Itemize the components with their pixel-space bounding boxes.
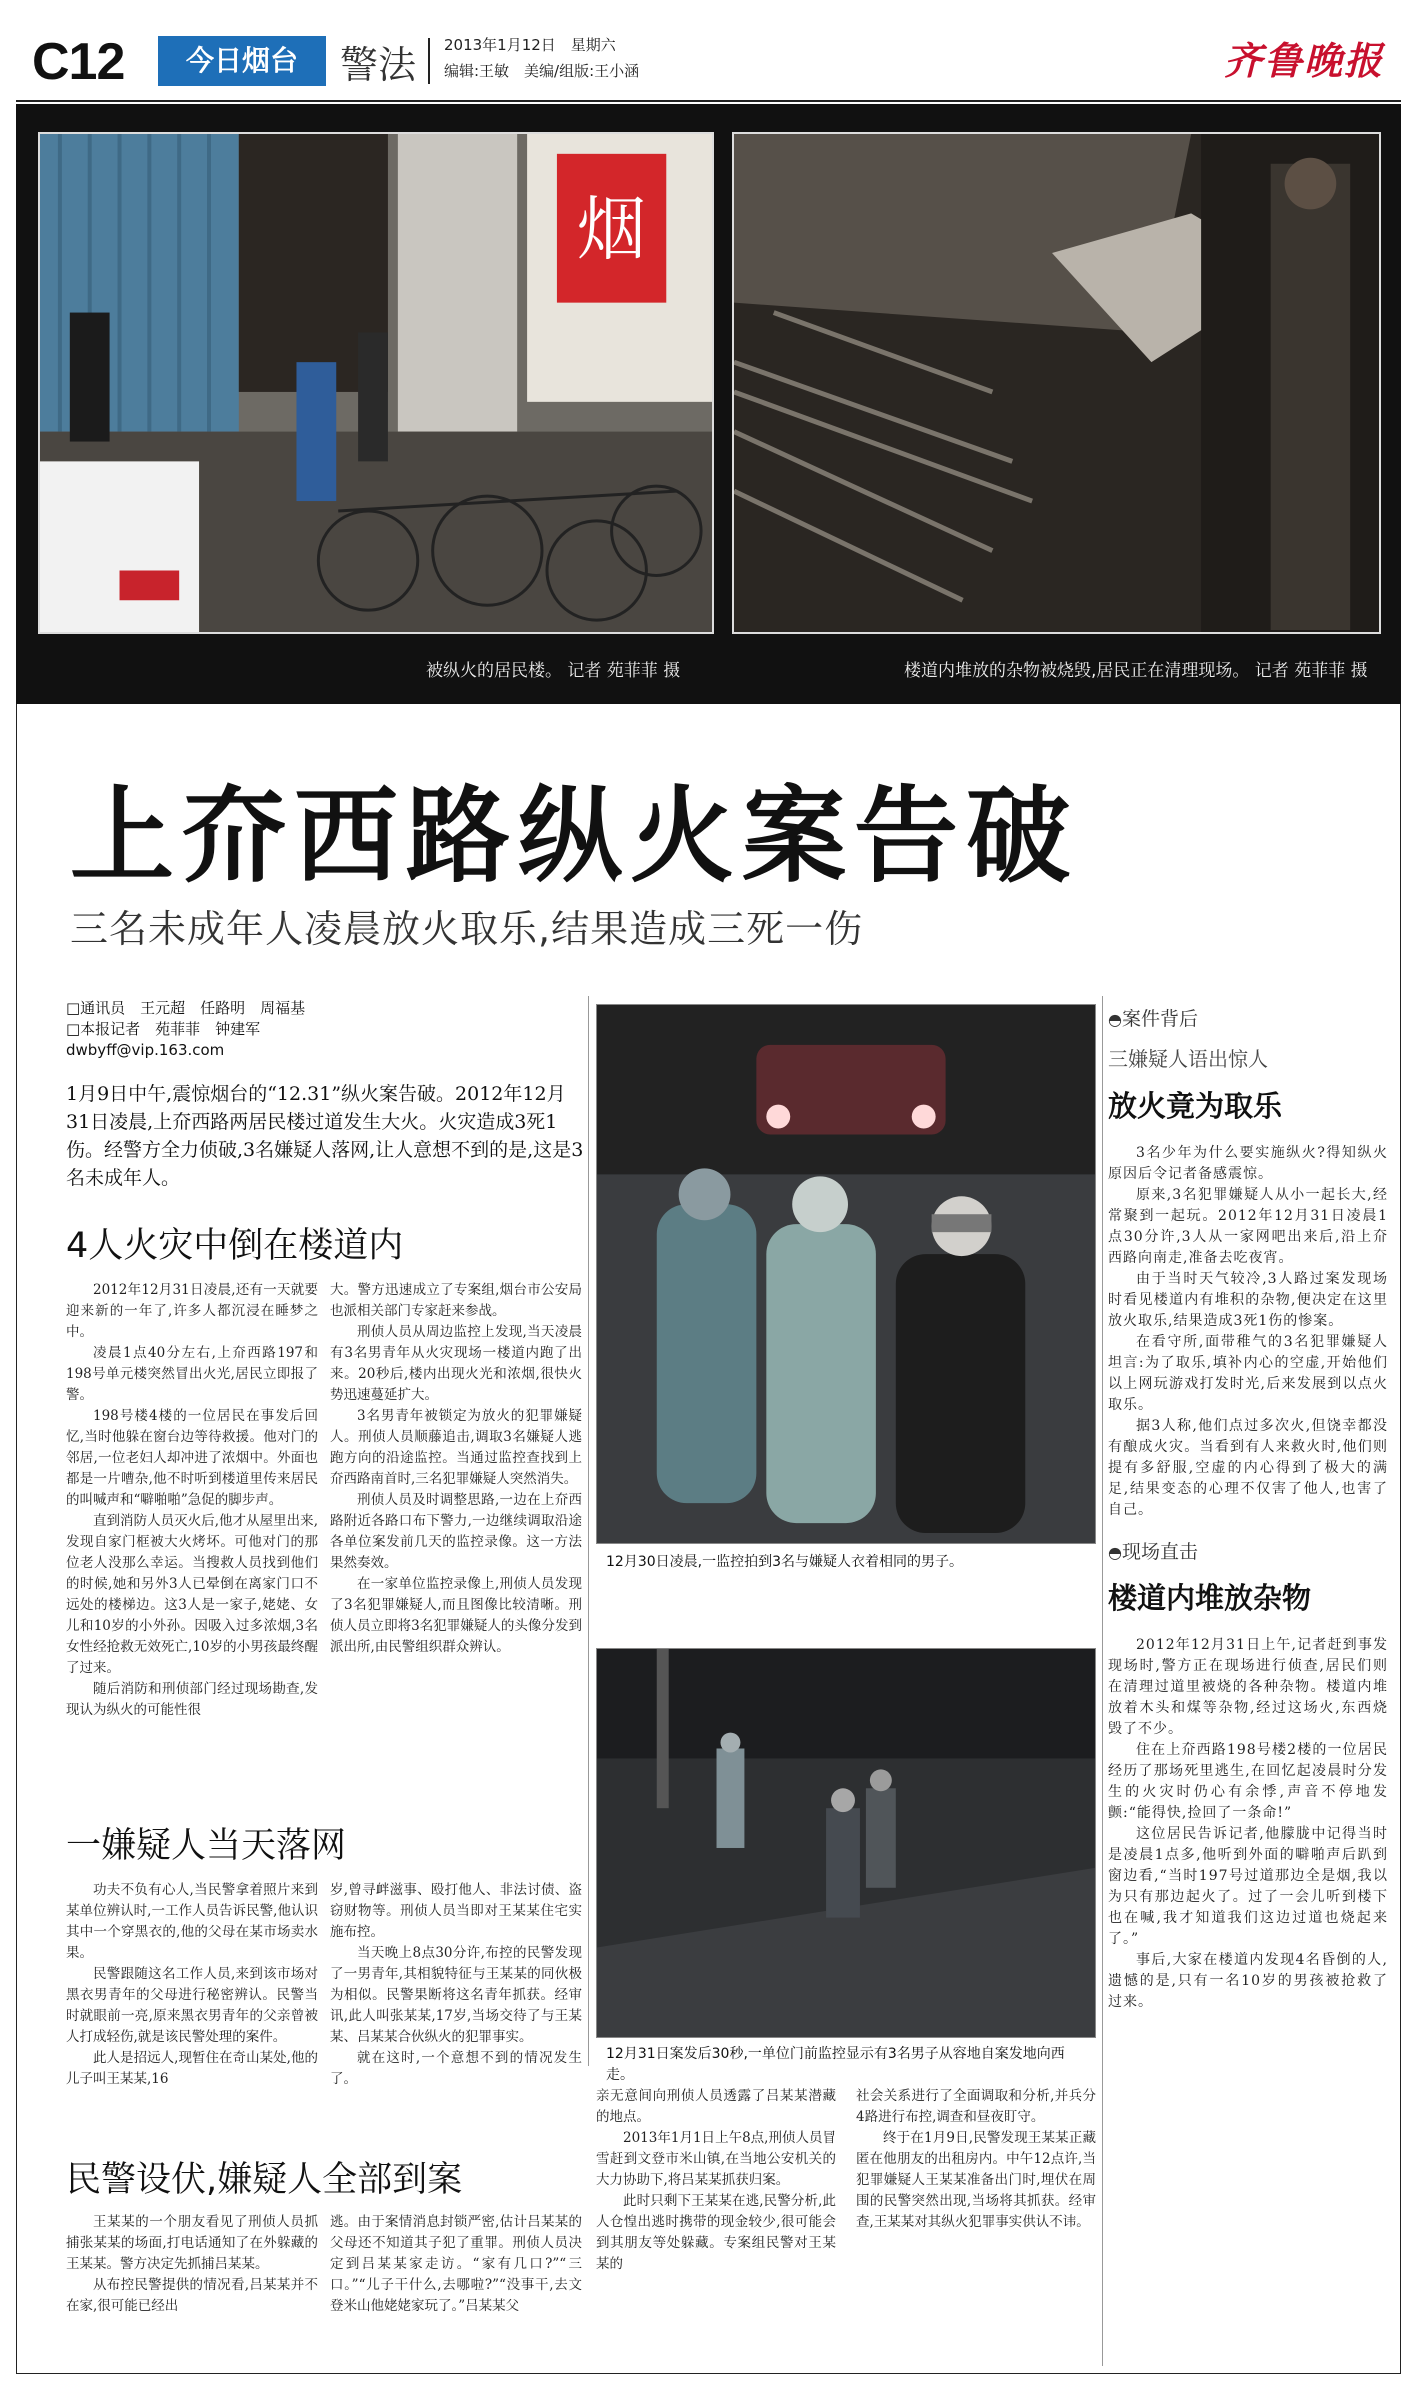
- section3-column2: [330, 2212, 582, 2317]
- paragraph: 在看守所,面带稚气的3名犯罪嫌疑人坦言:为了取乐,填补内心的空虚,开始他们以上网玩游戏打发时光,后来发展到以点火取乐。: [1108, 1334, 1388, 1413]
- burned-building-photo[interactable]: [38, 132, 714, 634]
- section-tab[interactable]: 今日烟台: [158, 36, 326, 86]
- burned-building-image: [40, 134, 712, 632]
- surveillance-caption-2: 12月31日案发后30秒,一单位门前监控显示有3名男子从容地自案发地向西走。: [606, 2046, 1065, 2083]
- paragraph: 社会关系进行了全面调取和分析,并兵分4路进行布控,调查和昼夜盯守。: [856, 2088, 1096, 2125]
- paragraph: 大。警方迅速成立了专案组,烟台市公安局也派相关部门专家赶来参战。: [330, 1282, 582, 1319]
- paragraph: 据3人称,他们点过多次火,但饶幸都没有酿成火灾。当看到有人来救火时,他们则提有多舒服,空虚的内心得到了极大的满足,结果变态的心理不仅害了他人,也害了自己。: [1108, 1418, 1388, 1518]
- photo1-caption: 被纵火的居民楼。 记者 苑菲菲 摄: [426, 661, 681, 681]
- shop-sign-text: 烟: [576, 189, 647, 271]
- paragraph: 直到消防人员灭火后,他才从屋里出来,发现自家门框被大火烤坏。可他对门的那位老人没那么幸运。当搜救人员找到他们的时候,她和另外3人已晕倒在离家门口不远处的楼梯边。这3人是一家子,姥姥、女儿和10岁的小外孙。因吸入过多浓烟,3名女性经抢救无效死亡,10岁的小男孩最终醒了过来。: [66, 1513, 318, 1676]
- paragraph: 就在这时,一个意想不到的情况发生了。: [330, 2050, 582, 2087]
- section3-title: 民警设伏,嫌疑人全部到案: [66, 2160, 463, 2200]
- surveillance-caption-1: 12月30日凌晨,一监控拍到3名与嫌疑人衣着相同的男子。: [606, 1554, 963, 1570]
- sidebar-title-2: 楼道内堆放杂物: [1108, 1581, 1312, 1615]
- section3-column1: [66, 2212, 318, 2317]
- lede-paragraph: 1月9日中午,震惊烟台的“12.31”纵火案告破。2012年12月31日凌晨,上夼西路两居民楼过道发生大火。火灾造成3死1伤。经警方全力侦破,3名嫌疑人落网,让人意想不到的是,这是3名未成年人。: [66, 1083, 584, 1189]
- divider: [428, 38, 430, 84]
- sidebar-title-1: 放火竟为取乐: [1108, 1089, 1283, 1123]
- bullet-icon: ◓: [1108, 1010, 1122, 1029]
- bullet-icon: ◓: [1108, 1543, 1122, 1562]
- paragraph: 岁,曾寻衅滋事、殴打他人、非法讨债、盗窃财物等。刑侦人员当即对王某某住宅实施布控。: [330, 1882, 582, 1940]
- paragraph: 2013年1月1日上午8点,刑侦人员冒雪赶到文登市米山镇,在当地公安机关的大力协助下,将吕某某抓获归案。: [596, 2130, 836, 2188]
- section1-column2: [330, 1280, 582, 1658]
- section2-column1: [66, 1880, 318, 2090]
- section2-column2: [330, 1880, 582, 2090]
- surveillance-photo-2[interactable]: [596, 1648, 1096, 2038]
- paragraph: 3名少年为什么要实施纵火?得知纵火原因后令记者备感震惊。: [1108, 1145, 1388, 1182]
- byline-email[interactable]: dwbyff@vip.163.com: [66, 1041, 225, 1059]
- headline: 上夼西路纵火案告破: [70, 775, 1079, 897]
- paragraph: 3名男青年被锁定为放火的犯罪嫌疑人。刑侦人员顺藤追击,调取3名嫌疑人逃跑方向的沿途监控。当通过监控查找到上夼西路南首时,三名犯罪嫌疑人突然消失。: [330, 1408, 582, 1487]
- sidebar-subtitle-1: 三嫌疑人语出惊人: [1108, 1047, 1268, 1071]
- newspaper-logo: 齐鲁晚报: [1223, 38, 1384, 83]
- paragraph: 随后消防和刑侦部门经过现场勘查,发现认为纵火的可能性很: [66, 1681, 318, 1718]
- surveillance-image-2: [597, 1649, 1095, 2037]
- paragraph: 功夫不负有心人,当民警拿着照片来到某单位辨认时,一工作人员告诉民警,他认识其中一个穿黑衣的,他的父母在某市场卖水果。: [66, 1882, 318, 1961]
- section1-column1: [66, 1280, 318, 1721]
- paragraph: 住在上夼西路198号楼2楼的一位居民经历了那场死里逃生,在回忆起凌晨时分发生的火灾时仍心有余悸,声音不停地发颤:“能得快,捡回了一条命!”: [1108, 1742, 1388, 1821]
- sidebar-kicker-1: [1108, 1004, 1388, 1031]
- paragraph: 这位居民告诉记者,他朦胧中记得当时是凌晨1点多,他听到外面的噼啪声后趴到窗边看,“当时197号过道那边全是烟,我以为只有那边起火了。过了一会儿听到楼下也在喊,我才知道我们这边过道也烧起来了。”: [1108, 1826, 1388, 1947]
- dateline: 2013年1月12日 星期六: [444, 36, 616, 54]
- column-rule: [1102, 996, 1103, 2366]
- sidebar-body-2: [1108, 1635, 1388, 2013]
- photo-band: [16, 104, 1401, 704]
- paragraph: 事后,大家在楼道内发现4名昏倒的人,遗憾的是,只有一名10岁的男孩被抢救了过来。: [1108, 1952, 1388, 2010]
- paragraph: 198号楼4楼的一位居民在事发后回忆,当时他躲在窗台边等待救援。他对门的邻居,一位老妇人却冲进了浓烟中。外面也都是一片嘈杂,他不时听到楼道里传来居民的叫喊声和“噼啪啪”急促的脚步声。: [66, 1408, 318, 1508]
- section2-title: 一嫌疑人当天落网: [66, 1826, 347, 1866]
- byline-reporters: □本报记者 苑菲菲 钟建军: [66, 1020, 261, 1038]
- sidebar-kicker-2: [1108, 1537, 1388, 1564]
- masthead: [24, 30, 1394, 92]
- top-rule: [16, 100, 1401, 102]
- paragraph: 王某某的一个朋友看见了刑侦人员抓捕张某某的场面,打电话通知了在外躲藏的王某某。警方决定先抓捕吕某某。: [66, 2214, 318, 2272]
- kicker-text: 现场直击: [1121, 1541, 1198, 1563]
- editor-credits: 编辑:王敏 美编/组版:王小涵: [444, 62, 640, 80]
- burned-corridor-image: [734, 134, 1379, 632]
- paragraph: 凌晨1点40分左右,上夼西路197和198号单元楼突然冒出火光,居民立即报了警。: [66, 1345, 318, 1403]
- paragraph: 刑侦人员及时调整思路,一边在上夼西路附近各路口布下警力,一边继续调取沿途各单位案发前几天的监控录像。这一方法果然奏效。: [330, 1492, 582, 1571]
- paragraph: 从布控民警提供的情况看,吕某某并不在家,很可能已经出: [66, 2277, 318, 2314]
- paragraph: 终于在1月9日,民警发现王某某正藏匿在他朋友的出租房内。中午12点许,当犯罪嫌疑人王某某准备出门时,埋伏在周围的民警突然出现,当场将其抓获。经审查,王某某对其纵火犯罪事实供认不讳。: [856, 2130, 1096, 2230]
- paragraph: 在一家单位监控录像上,刑侦人员发现了3名犯罪嫌疑人,而且图像比较清晰。刑侦人员立即将3名犯罪嫌疑人的头像分发到派出所,由民警组织群众辨认。: [330, 1576, 582, 1655]
- surveillance-photo-1[interactable]: [596, 1004, 1096, 1544]
- burned-corridor-photo[interactable]: [732, 132, 1381, 634]
- sidebar-body-1: [1108, 1143, 1388, 1521]
- kicker-text: 案件背后: [1121, 1008, 1198, 1030]
- paragraph: 由于当时天气较冷,3人路过案发现场时看见楼道内有堆积的杂物,便决定在这里放火取乐,结果造成3死1伤的惨案。: [1108, 1271, 1388, 1329]
- sidebar: [1108, 1004, 1388, 2013]
- subheadline: 三名未成年人凌晨放火取乐,结果造成三死一伤: [70, 907, 864, 951]
- paragraph: 民警跟随这名工作人员,来到该市场对黑衣男青年的父母进行秘密辨认。民警当时就眼前一亮,原来黑衣男青年的父亲曾被人打成轻伤,就是该民警处理的案件。: [66, 1966, 318, 2045]
- paragraph: 原来,3名犯罪嫌疑人从小一起长大,经常聚到一起玩。2012年12月31日凌晨1点30分许,3人从一家网吧出来后,沿上夼西路向南走,准备去吃夜宵。: [1108, 1187, 1388, 1266]
- column-name: 警法: [340, 43, 417, 87]
- paragraph: 此时只剩下王某某在逃,民警分析,此人仓惶出逃时携带的现金较少,很可能会到其朋友等处躲藏。专案组民警对王某某的: [596, 2193, 836, 2272]
- paragraph: 当天晚上8点30分许,布控的民警发现了一男青年,其相貌特征与王某某的同伙极为相似。民警果断将这名青年抓获。经审讯,此人叫张某某,17岁,当场交待了与王某某、吕某某合伙纵火的犯罪事实。: [330, 1945, 582, 2045]
- paragraph: 亲无意间向刑侦人员透露了吕某某潜藏的地点。: [596, 2088, 836, 2125]
- byline-correspondents: □通讯员 王元超 任路明 周福基: [66, 999, 306, 1017]
- column-rule: [588, 996, 589, 2066]
- section1-title: 4人火灾中倒在楼道内: [66, 1226, 404, 1266]
- paragraph: 2012年12月31日凌晨,还有一天就要迎来新的一年了,许多人都沉浸在睡梦之中。: [66, 1282, 318, 1340]
- paragraph: 此人是招远人,现暂住在奇山某处,他的儿子叫王某某,16: [66, 2050, 318, 2087]
- paragraph: 逃。由于案情消息封锁严密,估计吕某某的父母还不知道其子犯了重罪。刑侦人员决定到吕某某家走访。“家有几口?”“三口。”“儿子干什么,去哪啦?”“没事干,去文登米山他姥姥家玩了。”吕某某父: [330, 2214, 582, 2314]
- surveillance-image-1: [597, 1005, 1095, 1543]
- section3-column3: [596, 2086, 836, 2275]
- paragraph: 2012年12月31日上午,记者赶到事发现场时,警方正在现场进行侦查,居民们则在清理过道里被烧的各种杂物。楼道内堆放着木头和煤等杂物,经过这场火,东西烧毁了不少。: [1108, 1637, 1388, 1737]
- paragraph: 刑侦人员从周边监控上发现,当天凌晨有3名男青年从火灾现场一楼道内跑了出来。20秒后,楼内出现火光和浓烟,很快火势迅速蔓延扩大。: [330, 1324, 582, 1403]
- photo2-caption: 楼道内堆放的杂物被烧毁,居民正在清理现场。 记者 苑菲菲 摄: [904, 661, 1368, 681]
- page-number: C12: [32, 33, 125, 91]
- byline: [66, 998, 586, 1061]
- section3-column4: [856, 2086, 1096, 2233]
